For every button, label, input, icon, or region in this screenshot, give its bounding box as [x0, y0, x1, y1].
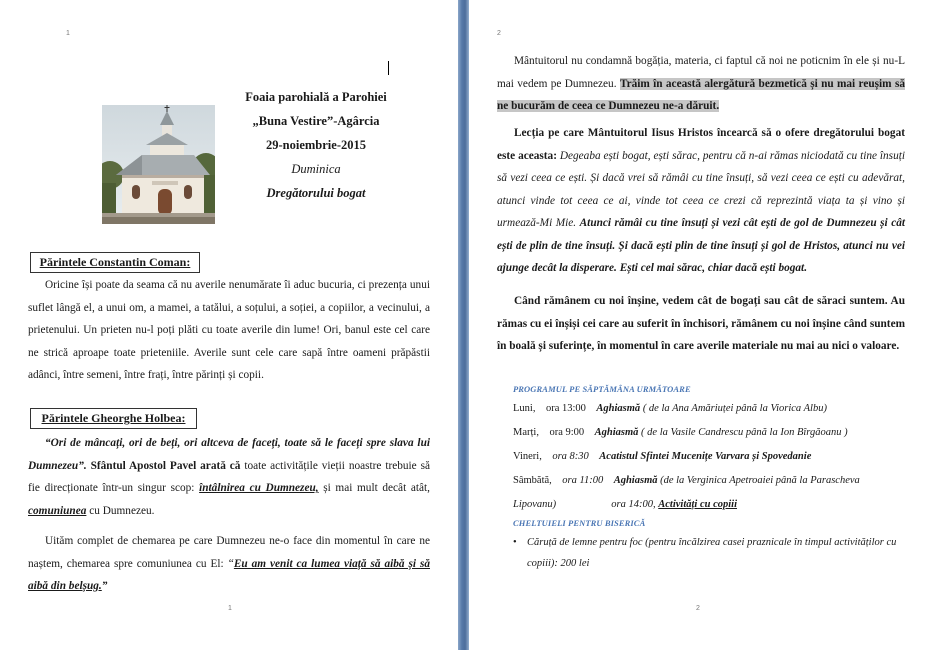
paragraph-wealth: Mântuitorul nu condamnă bogăția, materia, ci faptul că noi ne poticnim în ele și nu-L mai vedem pe Dumnezeu. Trăim în această alergătură bezmetică și nu mai reușim să ne bucurăm de ceea ce Dumnezeu ne-a dăruit. — [497, 55, 905, 112]
expense-item: • Căruță de lemne pentru foc (pentru încălzirea casei praznicale în timpul activităților cu copiii): 200 lei — [513, 532, 905, 574]
header-date: 29-noiembrie-2015 — [266, 138, 366, 152]
document-page-2 — [469, 0, 930, 650]
section-text-holbea: “Ori de mâncați, ori de beți, ori altceva de faceți, toate să le faceți spre slava lui Dumnezeu”. Sfântul Apostol Pavel arată că toate activitățile vieții noastre trebuie să fie direcționate într-un singur scop: întâlnirea cu Dumnezeu, și mai mult decât atât, comuniunea cu Dumnezeu. — [28, 437, 430, 517]
schedule-row: Vineri, ora 8:30 Acatistul Sfintei Mucenițe Varvara și Spovedanie — [513, 451, 812, 462]
expenses-title: CHELTUIELI PENTRU BISERICĂ — [513, 518, 646, 528]
header-parish-name: „Buna Vestire”-Agârcia — [252, 114, 380, 128]
page-number-bottom: 2 — [696, 605, 700, 612]
section-heading-coman: Părintele Constantin Coman: — [30, 252, 200, 273]
section-heading-holbea: Părintele Gheorghe Holbea: — [30, 408, 197, 429]
page-number-bottom: 1 — [228, 605, 232, 612]
header-sunday: Duminica — [291, 162, 341, 176]
paragraph-lesson: Lecția pe care Mântuitorul Iisus Hristos încearcă să o ofere dregătorului bogat este aceasta: Degeaba ești bogat, ești sărac, pentru că n-ai rămas niciodată cu tine însuți să vezi ceea ce ești. Și dacă vrei să rămâi cu tine însuți, să vezi ceea ce ești cu adevărat, atunci vinde tot ceea ce ai, vinde tot ceea ce crezi că reprezintă viața ta și vino și urmează-Mi Mie. Atunci rămâi cu tine însuți și vezi cât ești de gol de Dumnezeu și cât ești de plin de tine însuți. Și dacă ești plin de tine însuți și gol de Hristos, atunci nu vei ajunge decât la disperare. Ești cel mai sărac, chiar dacă ești bogat. — [497, 127, 906, 274]
schedule-row: Lipovanu) ora 14:00, Activități cu copiii — [513, 499, 738, 510]
bullet-icon: • — [513, 537, 517, 548]
text-cursor — [388, 61, 389, 75]
section-text-holbea-2: Uităm complet de chemarea pe care Dumnezeu ne-o face din momentul în care ne naștem, chemarea spre comuniunea cu El: “Eu am venit ca lumea viață să aibă și să aibă din belșug.” — [28, 535, 430, 592]
highlighted-text: Trăim în această alergătură bezmetică și nu mai reușim să ne bucurăm de ceea ce Dumnezeu ne-a dăruit. — [497, 77, 905, 112]
quote-apostle: “Ori de mâncați, ori de beți, ori altceva de faceți, toate să le faceți spre slava lui Dumnezeu”. — [28, 437, 430, 472]
page-gutter — [458, 0, 469, 650]
schedule-row: Luni, ora 13:00 Aghiasmă ( de la Ana Amăriuței până la Viorica Albu) — [513, 403, 827, 414]
schedule-title: PROGRAMUL PE SĂPTĂMÂNA URMĂTOARE — [513, 384, 691, 394]
page-number-top: 1 — [66, 30, 70, 37]
bulletin-header — [222, 85, 410, 205]
section-text-coman: Oricine își poate da seama că nu averile nenumărate îi aduc bucuria, ci prezența unui suflet lângă el, a unui om, a mamei, a tatălui, a soțului, a soției, a copiilor, a vecinului, a prietenului. Un prieten nu-l poți plăti cu toate averile din lume! Ori, banul este cel care ne strică aproape toate prieteniile. Averile sunt cele care sapă între oameni prăpăstii adânci, între semeni, între frați, între părinți și copii. — [28, 279, 430, 381]
header-sunday-name: Dregătorului bogat — [266, 186, 366, 200]
church-photo — [102, 105, 215, 224]
page-number-top: 2 — [497, 30, 501, 37]
paragraph-alone: Când rămânem cu noi înșine, vedem cât de bogați sau cât de săraci suntem. Au rămas cu ei înșiși cei care au suferit în închisori, rămânem cu noi înșine când suntem în boală și suferințe, în momentul în care averile materiale nu mai au nici o valoare. — [497, 295, 905, 352]
document-page-1 — [0, 0, 458, 650]
schedule-row: Marți, ora 9:00 Aghiasmă ( de la Vasile Candrescu până la Ion Bîrgăoanu ) — [513, 427, 848, 438]
header-parish-title: Foaia parohială a Parohiei — [245, 90, 387, 104]
schedule-row: Sâmbătă, ora 11:00 Aghiasmă (de la Verginica Apetroaiei până la Parascheva — [513, 475, 860, 486]
